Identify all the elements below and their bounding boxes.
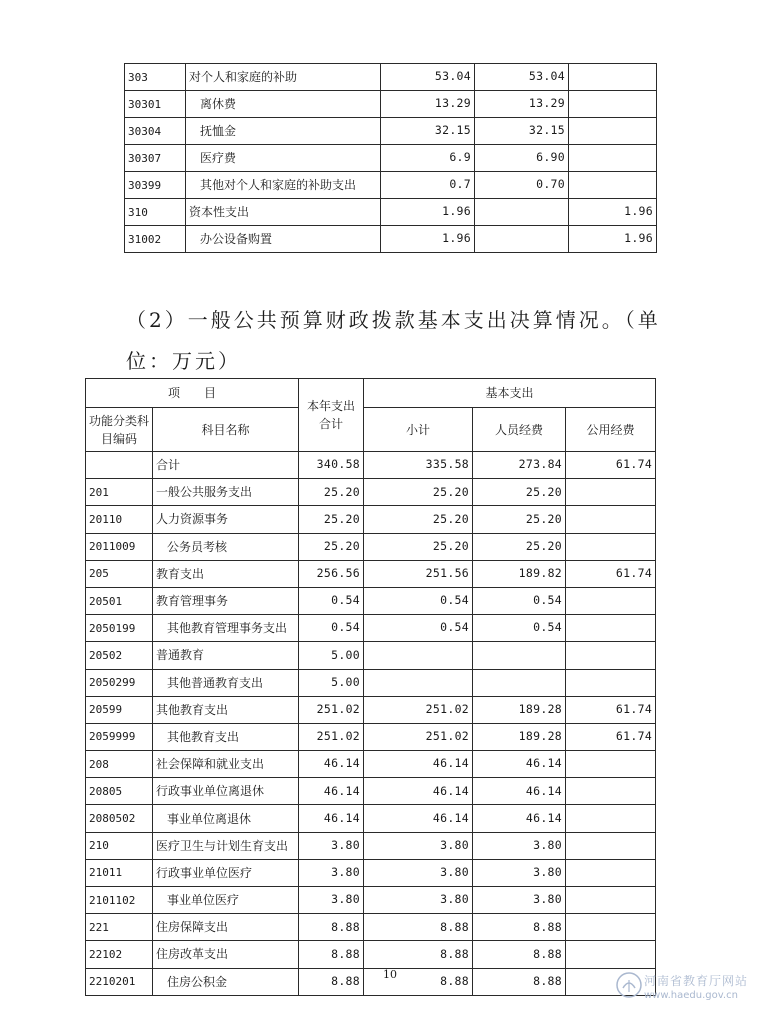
personnel-cell <box>473 642 566 669</box>
name-cell: 教育支出 <box>153 560 299 587</box>
code-cell: 30301 <box>125 91 186 118</box>
personnel-cell: 46.14 <box>473 805 566 832</box>
emblem-logo-icon <box>614 970 644 1000</box>
code-cell: 221 <box>86 914 153 941</box>
name-cell: 教育管理事务 <box>153 587 299 614</box>
total-cell: 32.15 <box>381 118 475 145</box>
code-cell: 2011009 <box>86 533 153 560</box>
table-row <box>125 145 657 172</box>
total-cell: 340.58 <box>299 452 364 479</box>
code-cell: 201 <box>86 479 153 506</box>
total-cell: 46.14 <box>299 778 364 805</box>
page-number: 10 <box>383 968 397 981</box>
name-cell: 合计 <box>153 452 299 479</box>
personnel-cell <box>475 226 569 253</box>
code-cell <box>86 452 153 479</box>
total-cell: 256.56 <box>299 560 364 587</box>
table-row <box>86 723 656 750</box>
public-cell <box>569 64 657 91</box>
total-cell: 3.80 <box>299 887 364 914</box>
total-cell: 46.14 <box>299 751 364 778</box>
table-row <box>86 479 656 506</box>
total-cell: 0.7 <box>381 172 475 199</box>
name-cell: 抚恤金 <box>186 118 381 145</box>
public-cell <box>569 172 657 199</box>
name-cell: 办公设备购置 <box>186 226 381 253</box>
code-cell: 22102 <box>86 941 153 968</box>
code-cell: 20805 <box>86 778 153 805</box>
subtotal-cell: 25.20 <box>364 479 473 506</box>
personnel-cell: 0.70 <box>475 172 569 199</box>
name-cell: 事业单位离退休 <box>153 805 299 832</box>
table-row <box>86 533 656 560</box>
code-cell: 20501 <box>86 587 153 614</box>
personnel-cell <box>473 669 566 696</box>
personnel-cell: 25.20 <box>473 506 566 533</box>
public-cell: 1.96 <box>569 226 657 253</box>
table-row <box>86 859 656 886</box>
basic-expenditure-table <box>85 378 656 996</box>
public-cell: 61.74 <box>566 696 656 723</box>
personnel-cell: 46.14 <box>473 778 566 805</box>
header-total: 本年支出合计 <box>299 379 364 452</box>
public-cell: 61.74 <box>566 452 656 479</box>
personnel-cell: 25.20 <box>473 479 566 506</box>
table-row <box>125 226 657 253</box>
header-public: 公用经费 <box>566 408 656 452</box>
table-row <box>125 91 657 118</box>
public-cell <box>566 751 656 778</box>
header-basic-expenditure: 基本支出 <box>364 379 656 408</box>
watermark <box>614 966 782 1012</box>
watermark-title: 河南省教育厅网站 <box>644 974 749 988</box>
code-cell: 2101102 <box>86 887 153 914</box>
total-cell: 8.88 <box>299 968 364 995</box>
name-cell: 住房改革支出 <box>153 941 299 968</box>
total-cell: 8.88 <box>299 941 364 968</box>
table-row <box>86 751 656 778</box>
table-row <box>86 887 656 914</box>
personnel-cell: 3.80 <box>473 832 566 859</box>
name-cell: 对个人和家庭的补助 <box>186 64 381 91</box>
personnel-cell: 53.04 <box>475 64 569 91</box>
public-cell <box>569 118 657 145</box>
table-row <box>86 968 656 995</box>
code-cell: 21011 <box>86 859 153 886</box>
personnel-cell: 13.29 <box>475 91 569 118</box>
table-row <box>86 615 656 642</box>
public-cell <box>566 533 656 560</box>
public-cell <box>566 859 656 886</box>
code-cell: 210 <box>86 832 153 859</box>
subtotal-cell: 251.02 <box>364 696 473 723</box>
subtotal-cell: 0.54 <box>364 587 473 614</box>
public-cell <box>566 669 656 696</box>
personnel-cell: 189.28 <box>473 696 566 723</box>
public-cell <box>566 778 656 805</box>
total-cell: 53.04 <box>381 64 475 91</box>
subtotal-cell: 46.14 <box>364 751 473 778</box>
total-cell: 6.9 <box>381 145 475 172</box>
total-cell: 1.96 <box>381 199 475 226</box>
personnel-cell: 3.80 <box>473 859 566 886</box>
subtotal-cell: 46.14 <box>364 778 473 805</box>
total-cell: 8.88 <box>299 914 364 941</box>
total-cell: 13.29 <box>381 91 475 118</box>
public-cell: 61.74 <box>566 723 656 750</box>
name-cell: 一般公共服务支出 <box>153 479 299 506</box>
code-cell: 20599 <box>86 696 153 723</box>
table-row <box>86 696 656 723</box>
name-cell: 其他对个人和家庭的补助支出 <box>186 172 381 199</box>
table-row <box>86 778 656 805</box>
total-cell: 3.80 <box>299 859 364 886</box>
table-row <box>125 118 657 145</box>
name-cell: 行政事业单位医疗 <box>153 859 299 886</box>
public-cell <box>566 941 656 968</box>
personnel-cell: 189.82 <box>473 560 566 587</box>
total-cell: 251.02 <box>299 723 364 750</box>
subtotal-cell <box>364 669 473 696</box>
public-cell <box>566 587 656 614</box>
header-subtotal: 小计 <box>364 408 473 452</box>
total-cell: 251.02 <box>299 696 364 723</box>
code-cell: 310 <box>125 199 186 226</box>
header-personnel: 人员经费 <box>473 408 566 452</box>
public-cell <box>566 805 656 832</box>
name-cell: 其他教育管理事务支出 <box>153 615 299 642</box>
public-cell: 1.96 <box>569 199 657 226</box>
subtotal-cell: 25.20 <box>364 533 473 560</box>
table-row <box>125 172 657 199</box>
personnel-cell: 189.28 <box>473 723 566 750</box>
table-row <box>86 560 656 587</box>
code-cell: 30399 <box>125 172 186 199</box>
personnel-cell: 0.54 <box>473 615 566 642</box>
code-cell: 20502 <box>86 642 153 669</box>
public-cell <box>566 914 656 941</box>
table-row <box>86 587 656 614</box>
code-cell: 2050299 <box>86 669 153 696</box>
subtotal-cell: 3.80 <box>364 832 473 859</box>
code-cell: 303 <box>125 64 186 91</box>
name-cell: 其他普通教育支出 <box>153 669 299 696</box>
personnel-cell: 273.84 <box>473 452 566 479</box>
code-cell: 205 <box>86 560 153 587</box>
table-row <box>86 805 656 832</box>
public-cell <box>566 642 656 669</box>
subtotal-cell: 46.14 <box>364 805 473 832</box>
personnel-cell: 8.88 <box>473 941 566 968</box>
subtotal-cell: 8.88 <box>364 914 473 941</box>
personnel-cell: 25.20 <box>473 533 566 560</box>
total-cell: 25.20 <box>299 479 364 506</box>
subtotal-cell: 3.80 <box>364 887 473 914</box>
subtotal-cell <box>364 642 473 669</box>
table-row <box>125 64 657 91</box>
total-cell: 0.54 <box>299 615 364 642</box>
subtotal-cell: 8.88 <box>364 968 473 995</box>
code-cell: 2059999 <box>86 723 153 750</box>
personnel-cell: 0.54 <box>473 587 566 614</box>
name-cell: 社会保障和就业支出 <box>153 751 299 778</box>
code-cell: 2080502 <box>86 805 153 832</box>
public-cell: 61.74 <box>566 560 656 587</box>
header-name: 科目名称 <box>153 408 299 452</box>
total-cell: 5.00 <box>299 669 364 696</box>
name-cell: 住房保障支出 <box>153 914 299 941</box>
name-cell: 医疗卫生与计划生育支出 <box>153 832 299 859</box>
subtotal-cell: 0.54 <box>364 615 473 642</box>
public-cell <box>566 832 656 859</box>
subtotal-cell: 335.58 <box>364 452 473 479</box>
public-cell <box>566 615 656 642</box>
subtotal-cell: 251.02 <box>364 723 473 750</box>
name-cell: 公务员考核 <box>153 533 299 560</box>
public-cell <box>566 506 656 533</box>
name-cell: 医疗费 <box>186 145 381 172</box>
total-cell: 5.00 <box>299 642 364 669</box>
code-cell: 2210201 <box>86 968 153 995</box>
personnel-cell: 8.88 <box>473 914 566 941</box>
code-cell: 31002 <box>125 226 186 253</box>
public-cell <box>566 479 656 506</box>
public-cell <box>569 91 657 118</box>
total-cell: 0.54 <box>299 587 364 614</box>
code-cell: 30307 <box>125 145 186 172</box>
expense-table-continued <box>124 63 657 253</box>
total-cell: 25.20 <box>299 533 364 560</box>
code-cell: 208 <box>86 751 153 778</box>
table-row <box>86 914 656 941</box>
table-row <box>86 941 656 968</box>
header-code: 功能分类科目编码 <box>86 408 153 452</box>
header-item: 项 目 <box>86 379 299 408</box>
personnel-cell: 32.15 <box>475 118 569 145</box>
personnel-cell: 46.14 <box>473 751 566 778</box>
name-cell: 事业单位医疗 <box>153 887 299 914</box>
personnel-cell: 3.80 <box>473 887 566 914</box>
total-cell: 1.96 <box>381 226 475 253</box>
table-row <box>86 642 656 669</box>
name-cell: 普通教育 <box>153 642 299 669</box>
name-cell: 离休费 <box>186 91 381 118</box>
table-row <box>86 669 656 696</box>
name-cell: 其他教育支出 <box>153 723 299 750</box>
table-row <box>86 506 656 533</box>
section-heading: （2）一般公共预算财政拨款基本支出决算情况。（单位：万元） <box>126 308 661 373</box>
name-cell: 其他教育支出 <box>153 696 299 723</box>
code-cell: 30304 <box>125 118 186 145</box>
subtotal-cell: 251.56 <box>364 560 473 587</box>
table-row <box>86 452 656 479</box>
name-cell: 住房公积金 <box>153 968 299 995</box>
total-cell: 3.80 <box>299 832 364 859</box>
total-cell: 25.20 <box>299 506 364 533</box>
code-cell: 20110 <box>86 506 153 533</box>
table-row <box>125 199 657 226</box>
table-row <box>86 832 656 859</box>
subtotal-cell: 25.20 <box>364 506 473 533</box>
personnel-cell: 8.88 <box>473 968 566 995</box>
personnel-cell <box>475 199 569 226</box>
name-cell: 行政事业单位离退休 <box>153 778 299 805</box>
watermark-url: www.haedu.gov.cn <box>644 990 738 1001</box>
personnel-cell: 6.90 <box>475 145 569 172</box>
public-cell <box>566 887 656 914</box>
subtotal-cell: 3.80 <box>364 859 473 886</box>
name-cell: 人力资源事务 <box>153 506 299 533</box>
code-cell: 2050199 <box>86 615 153 642</box>
total-cell: 46.14 <box>299 805 364 832</box>
public-cell <box>569 145 657 172</box>
name-cell: 资本性支出 <box>186 199 381 226</box>
subtotal-cell: 8.88 <box>364 941 473 968</box>
